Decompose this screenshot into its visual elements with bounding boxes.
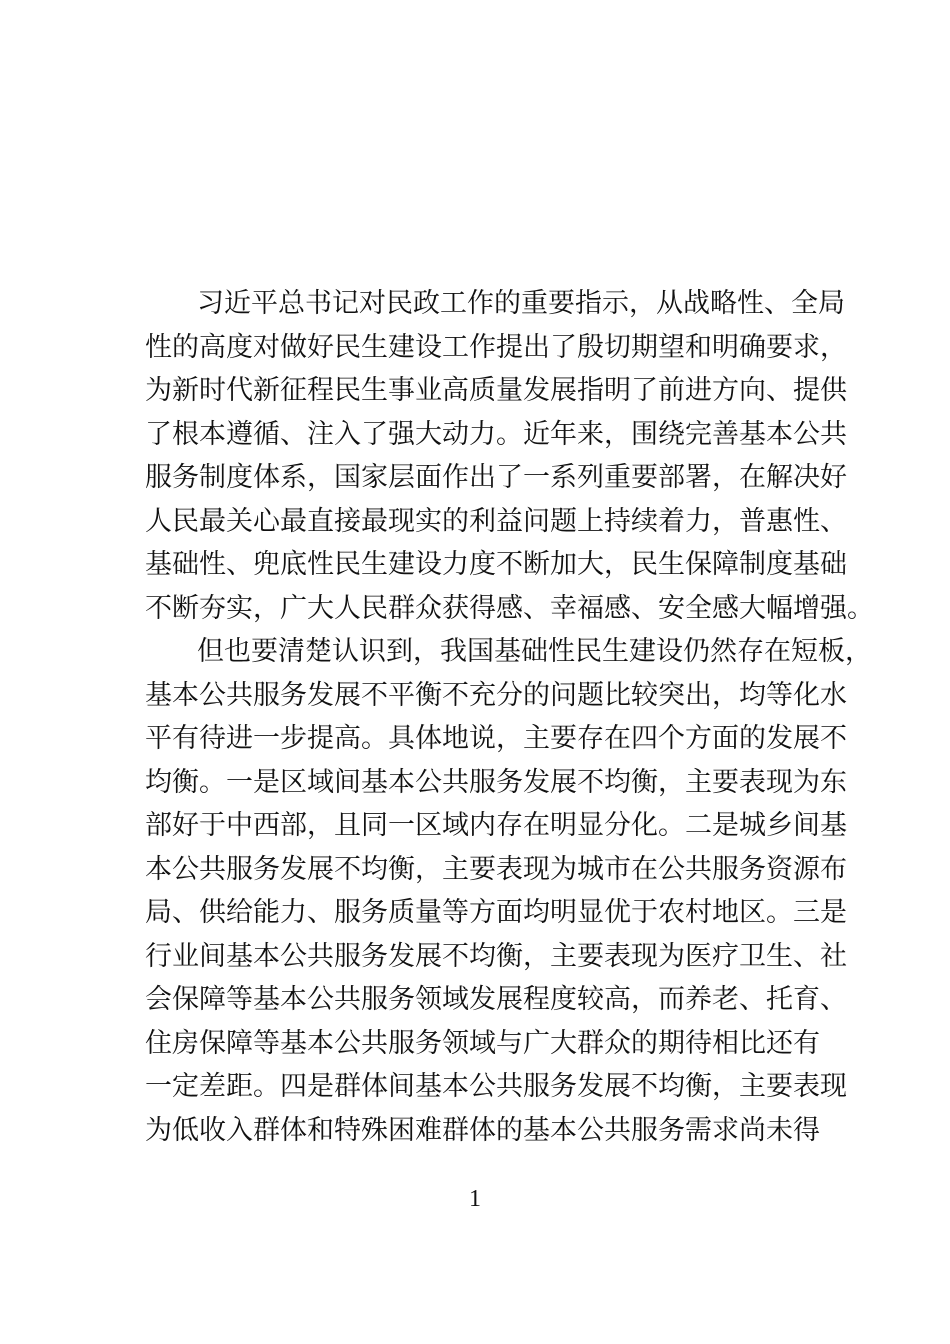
page-number: 1 — [469, 1186, 481, 1212]
text-line: 为低收入群体和特殊困难群体的基本公共服务需求尚未得 — [145, 1114, 820, 1146]
text-line: 住房保障等基本公共服务领域与广大群众的期待相比还有 — [145, 1027, 820, 1059]
paragraph-1 — [145, 282, 874, 630]
text-line: 基础性、兜底性民生建设力度不断加大，民生保障制度基础 — [145, 549, 847, 580]
text-line: 不断夯实，广大人民群众获得感、幸福感、安全感大幅增强。 — [145, 592, 874, 624]
text-line: 服务制度体系，国家层面作出了一系列重要部署，在解决好 — [145, 462, 847, 493]
text-line: 部好于中西部，且同一区域内存在明显分化。二是城乡间基 — [145, 810, 847, 841]
body-text — [145, 282, 874, 1152]
text-line: 人民最关心最直接最现实的利益问题上持续着力，普惠性、 — [145, 505, 847, 537]
text-line: 本公共服务发展不均衡，主要表现为城市在公共服务资源布 — [145, 853, 847, 885]
text-line: 平有待进一步提高。具体地说，主要存在四个方面的发展不 — [145, 723, 847, 754]
text-line: 会保障等基本公共服务领域发展程度较高，而养老、托育、 — [145, 984, 847, 1015]
text-line: 均衡。一是区域间基本公共服务发展不均衡，主要表现为东 — [145, 766, 847, 798]
paragraph-2 — [145, 630, 872, 1152]
text-line: 但也要清楚认识到，我国基础性民生建设仍然存在短板， — [197, 636, 872, 667]
text-line: 了根本遵循、注入了强大动力。近年来，围绕完善基本公共 — [145, 418, 847, 450]
text-line: 局、供给能力、服务质量等方面均明显优于农村地区。三是 — [145, 897, 847, 928]
text-line: 性的高度对做好民生建设工作提出了殷切期望和明确要求， — [145, 331, 847, 363]
text-line: 一定差距。四是群体间基本公共服务发展不均衡，主要表现 — [145, 1071, 847, 1102]
text-line: 基本公共服务发展不平衡不充分的问题比较突出，均等化水 — [145, 679, 847, 711]
text-line: 行业间基本公共服务发展不均衡，主要表现为医疗卫生、社 — [145, 940, 847, 972]
text-line: 为新时代新征程民生事业高质量发展指明了前进方向、提供 — [145, 375, 847, 406]
text-line: 习近平总书记对民政工作的重要指示，从战略性、全局 — [197, 288, 845, 319]
